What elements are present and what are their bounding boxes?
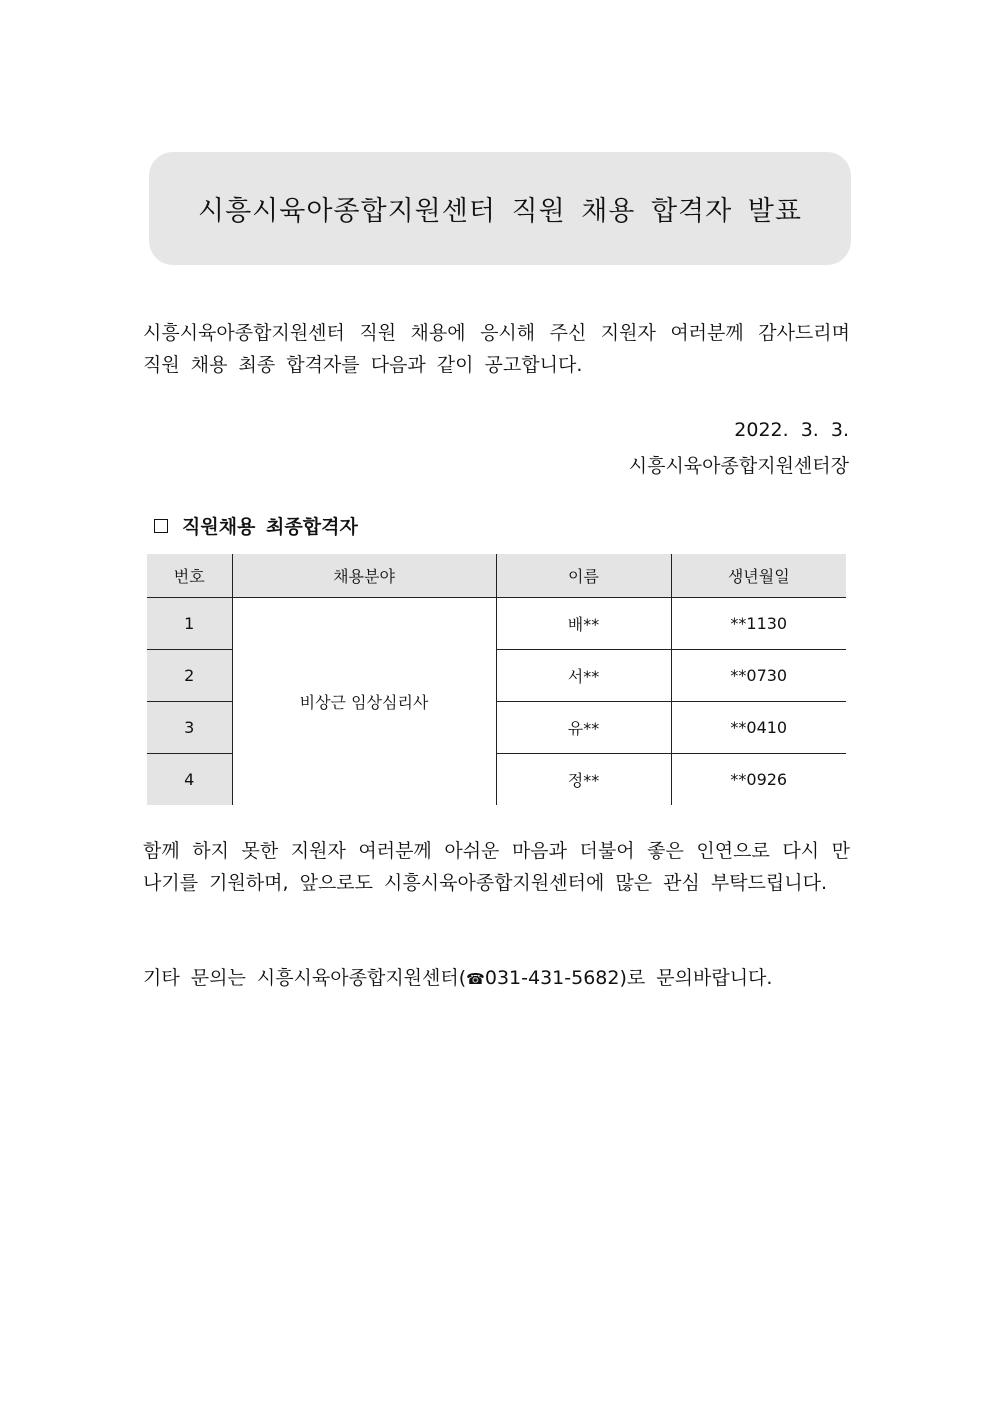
section-title-text: 직원채용 최종합격자 (182, 516, 358, 538)
header-number: 번호 (147, 554, 232, 598)
row-name: 배** (496, 598, 671, 650)
table-header-row (147, 554, 846, 598)
issuer-name: 시흥시육아종합지원센터장 (628, 455, 849, 477)
result-table (147, 554, 846, 805)
contact-prefix: 기타 문의는 시흥시육아종합지원센터( (143, 967, 467, 989)
contact-suffix: )로 문의바랍니다. (619, 967, 773, 989)
contact-phone-number: 031-431-5682 (484, 967, 620, 989)
row-number: 2 (147, 650, 232, 702)
checkbox-square-icon (154, 519, 168, 533)
row-birthdate: **0730 (671, 650, 846, 702)
closing-paragraph: 함께 하지 못한 지원자 여러분께 아쉬운 마음과 더불어 좋은 인연으로 다시 만나기를 기원하며, 앞으로도 시흥시육아종합지원센터에 많은 관심 부탁드립니다. (143, 840, 850, 894)
row-number: 4 (147, 754, 232, 806)
row-name: 유** (496, 702, 671, 754)
recruitment-field: 비상근 임상심리사 (232, 598, 496, 806)
intro-paragraph: 시흥시육아종합지원센터 직원 채용에 응시해 주신 지원자 여러분께 감사드리며 직원 채용 최종 합격자를 다음과 같이 공고합니다. (143, 322, 850, 376)
header-birthdate: 생년월일 (671, 554, 846, 598)
row-birthdate: **0926 (671, 754, 846, 806)
title-banner (149, 152, 851, 265)
row-number: 3 (147, 702, 232, 754)
row-birthdate: **1130 (671, 598, 846, 650)
row-birthdate: **0410 (671, 702, 846, 754)
row-number: 1 (147, 598, 232, 650)
telephone-icon: ☎ (466, 970, 485, 988)
table-row (147, 598, 846, 650)
announcement-date: 2022. 3. 3. (734, 419, 849, 441)
contact-paragraph (143, 963, 850, 996)
row-name: 서** (496, 650, 671, 702)
header-field: 채용분야 (232, 554, 496, 598)
row-name: 정** (496, 754, 671, 806)
section-heading (154, 512, 358, 539)
header-name: 이름 (496, 554, 671, 598)
page-title: 시흥시육아종합지원센터 직원 채용 합격자 발표 (198, 196, 802, 227)
